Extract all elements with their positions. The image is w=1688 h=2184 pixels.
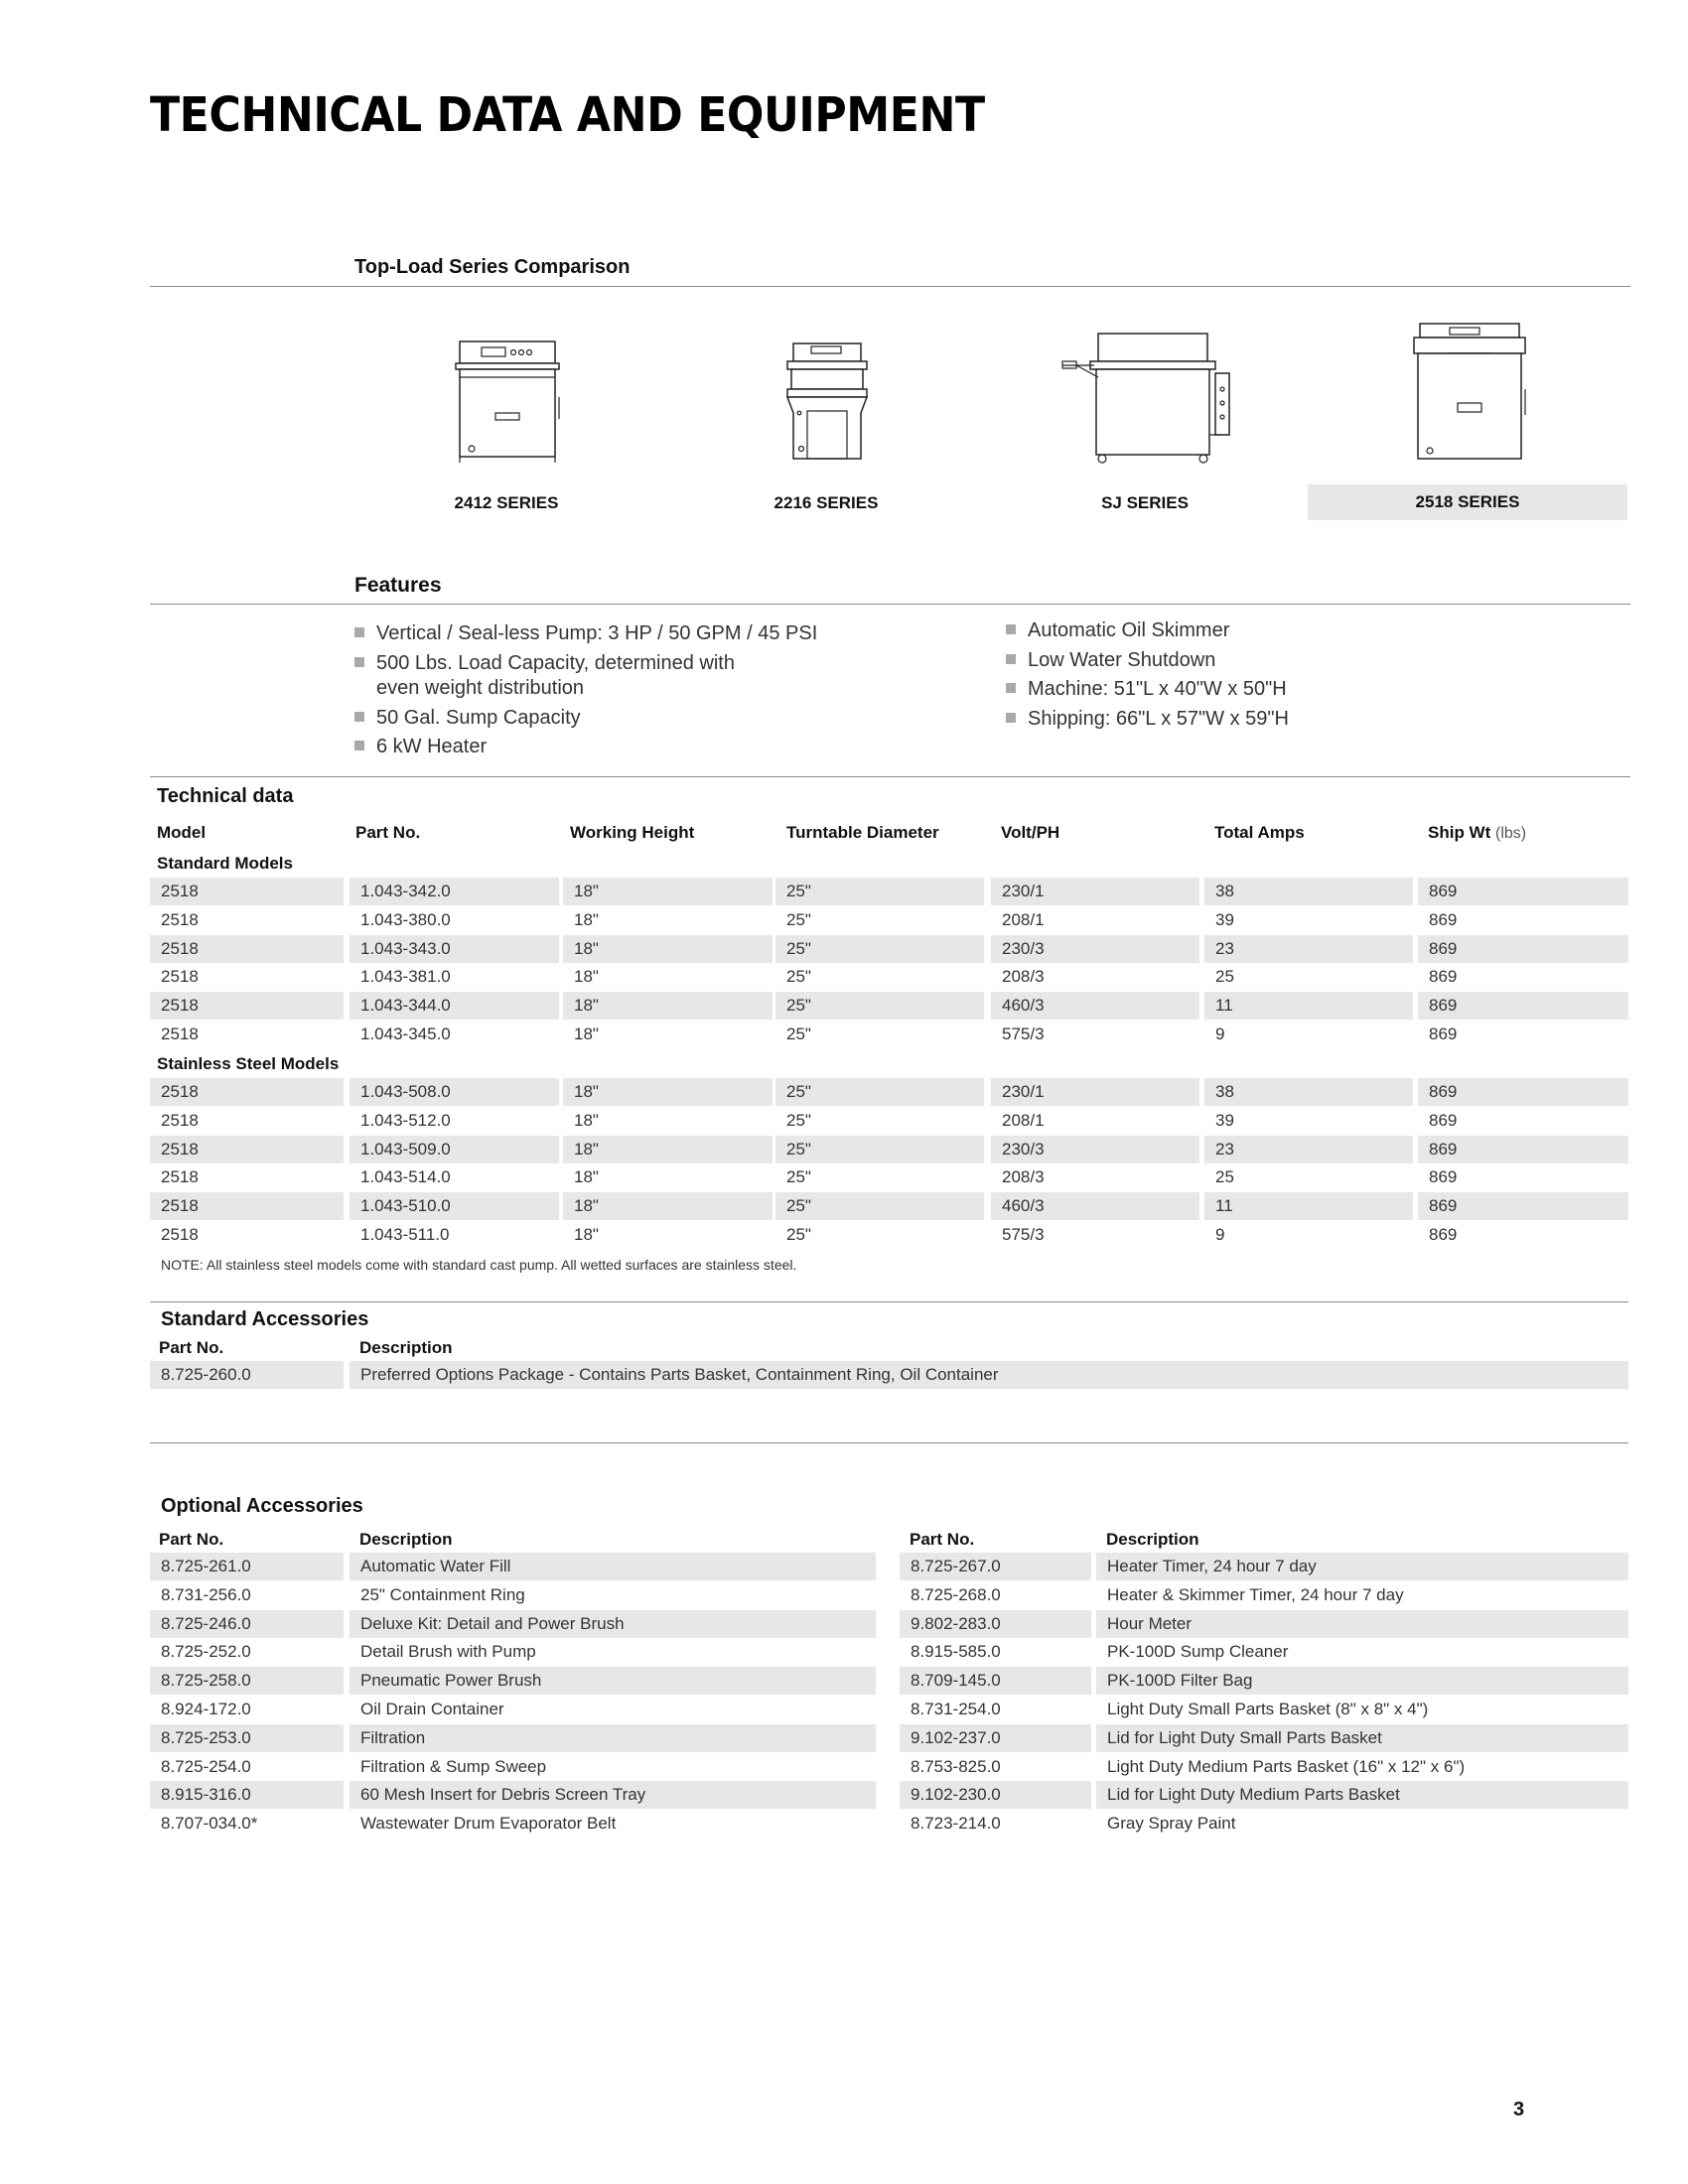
opt-col-head-part-no-right: Part No.: [910, 1530, 975, 1549]
optional-accessories-heading: Optional Accessories: [161, 1495, 363, 1517]
table-cell: 1.043-381.0: [360, 967, 451, 987]
table-cell: 1.043-344.0: [350, 992, 559, 1020]
table-cell: 230/1: [991, 878, 1199, 905]
table-cell: Light Duty Medium Parts Basket (16" x 12" x 6"): [1107, 1756, 1466, 1776]
bullet-square-icon: [1006, 713, 1016, 723]
col-head-total-amps: Total Amps: [1214, 823, 1305, 842]
table-cell: Automatic Water Fill: [350, 1553, 876, 1580]
table-cell: Oil Drain Container: [360, 1700, 504, 1718]
table-cell: 23: [1204, 935, 1413, 963]
table-cell: 18": [574, 909, 599, 929]
table-cell: 39: [1215, 1110, 1234, 1130]
table-cell: Gray Spray Paint: [1107, 1814, 1236, 1834]
table-cell: 2518: [150, 878, 344, 905]
technical-row: [150, 992, 1630, 1020]
optional-accessory-row: [150, 1610, 876, 1638]
table-cell: 9: [1215, 1225, 1225, 1244]
table-cell: 8.725-267.0: [900, 1553, 1091, 1580]
bullet-square-icon: [354, 657, 364, 667]
std-col-head-part-no: Part No.: [159, 1338, 224, 1357]
table-cell: 11: [1204, 1192, 1413, 1220]
col-head-ship-wt: Ship Wt (lbs): [1428, 823, 1527, 842]
table-cell: 2518: [150, 992, 344, 1020]
table-cell: 869: [1429, 1024, 1458, 1043]
table-cell: 18": [574, 1167, 599, 1187]
table-cell: 2518: [161, 1024, 199, 1043]
table-cell: 869: [1429, 1225, 1458, 1244]
col-head-part-no: Part No.: [355, 823, 421, 842]
washer-2216-icon: [781, 338, 873, 465]
table-cell: Lid for Light Duty Small Parts Basket: [1096, 1724, 1628, 1752]
col-head-model: Model: [157, 823, 207, 842]
table-cell: 869: [1418, 878, 1628, 905]
feature-item: Machine: 51"L x 40"W x 50"H: [1006, 678, 1287, 701]
standard-accessory-row: [150, 1361, 1628, 1389]
optional-accessory-row: [150, 1753, 876, 1781]
table-cell: 25": [775, 1078, 984, 1106]
table-cell: 25": [775, 992, 984, 1020]
table-cell: 8.725-261.0: [150, 1553, 344, 1580]
feature-item: 6 kW Heater: [354, 736, 487, 758]
table-cell: 2518: [161, 909, 199, 929]
std-col-head-description: Description: [359, 1338, 453, 1357]
opt-col-head-part-no-left: Part No.: [159, 1530, 224, 1549]
table-cell: 230/1: [991, 1078, 1199, 1106]
table-cell: 8.725-252.0: [161, 1642, 251, 1662]
technical-row: [150, 878, 1630, 905]
optional-accessory-row: [150, 1553, 876, 1580]
bullet-square-icon: [354, 741, 364, 751]
table-cell: 38: [1204, 878, 1413, 905]
washer-2412-icon: [452, 338, 563, 465]
table-cell: 869: [1418, 935, 1628, 963]
optional-accessory-row: [900, 1638, 1628, 1666]
standard-accessories-rule: [150, 1301, 1628, 1302]
group-standard-models: Standard Models: [157, 854, 293, 873]
col-head-turntable-diameter: Turntable Diameter: [786, 823, 939, 842]
optional-accessory-row: [150, 1781, 876, 1809]
col-head-volt-ph: Volt/PH: [1001, 823, 1060, 842]
table-cell: 2518: [161, 1167, 199, 1187]
table-cell: 18": [574, 1225, 599, 1244]
technical-row: [150, 1136, 1630, 1163]
table-cell: 25": [775, 1192, 984, 1220]
table-cell: 25: [1215, 967, 1234, 987]
table-cell: 8.915-316.0: [150, 1781, 344, 1809]
table-cell: 39: [1215, 909, 1234, 929]
table-cell: 1.043-342.0: [350, 878, 559, 905]
table-cell: 8.725-254.0: [161, 1756, 251, 1776]
table-cell: 8.725-258.0: [150, 1667, 344, 1695]
table-cell: Lid for Light Duty Medium Parts Basket: [1096, 1781, 1628, 1809]
standard-accessories-heading: Standard Accessories: [161, 1308, 369, 1330]
table-cell: 1.043-511.0: [360, 1225, 450, 1244]
bullet-square-icon: [354, 627, 364, 637]
feature-item: 50 Gal. Sump Capacity: [354, 707, 581, 730]
features-heading: Features: [354, 574, 442, 597]
optional-accessory-row: [900, 1667, 1628, 1695]
optional-accessory-row: [900, 1781, 1628, 1809]
optional-accessory-row: [900, 1724, 1628, 1752]
series-label-2412: 2412 SERIES: [454, 493, 559, 512]
technical-row: [150, 1163, 1630, 1191]
optional-accessory-row: [150, 1581, 876, 1609]
table-cell: Heater & Skimmer Timer, 24 hour 7 day: [1107, 1584, 1404, 1604]
table-cell: 18": [563, 1192, 773, 1220]
ship-wt-unit: (lbs): [1495, 825, 1527, 842]
page-title: TECHNICAL DATA AND EQUIPMENT: [150, 87, 985, 143]
table-cell: 8.709-145.0: [900, 1667, 1091, 1695]
table-cell: 8.725-246.0: [150, 1610, 344, 1638]
table-cell: Light Duty Small Parts Basket (8" x 8" x 4"): [1107, 1700, 1429, 1718]
feature-item: Automatic Oil Skimmer: [1006, 619, 1229, 642]
opt-col-head-description-left: Description: [359, 1530, 453, 1549]
technical-rule: [150, 776, 1630, 777]
feature-item: 500 Lbs. Load Capacity, determined with: [354, 652, 735, 675]
table-cell: 11: [1204, 992, 1413, 1020]
page-number: 3: [1513, 2099, 1525, 2120]
table-cell: 208/3: [1002, 1167, 1045, 1187]
table-cell: 8.723-214.0: [911, 1814, 1001, 1834]
optional-accessory-row: [150, 1667, 876, 1695]
technical-row: [150, 1021, 1630, 1048]
table-cell: 208/1: [1002, 1110, 1045, 1130]
table-cell: 1.043-380.0: [360, 909, 451, 929]
table-cell: Hour Meter: [1096, 1610, 1628, 1638]
table-cell: 23: [1204, 1136, 1413, 1163]
table-cell: Wastewater Drum Evaporator Belt: [360, 1814, 617, 1834]
technical-row: [150, 1192, 1630, 1220]
washer-sj-icon: [1060, 328, 1239, 465]
table-cell: 18": [563, 1136, 773, 1163]
table-cell: 25": [786, 1167, 811, 1187]
table-cell: 2518: [150, 1192, 344, 1220]
table-cell: 460/3: [991, 1192, 1199, 1220]
table-cell: Heater Timer, 24 hour 7 day: [1096, 1553, 1628, 1580]
table-cell: 8.753-825.0: [911, 1756, 1001, 1776]
table-cell: 25": [775, 878, 984, 905]
table-cell: 18": [574, 1024, 599, 1043]
table-cell: Filtration & Sump Sweep: [360, 1756, 547, 1776]
table-cell: 230/3: [991, 935, 1199, 963]
table-cell: 8.725-260.0: [150, 1361, 344, 1389]
group-stainless-steel-models: Stainless Steel Models: [157, 1054, 340, 1073]
table-cell: 25": [786, 967, 811, 987]
table-cell: Deluxe Kit: Detail and Power Brush: [350, 1610, 876, 1638]
table-cell: 869: [1418, 1136, 1628, 1163]
table-cell: 18": [563, 992, 773, 1020]
table-cell: 869: [1429, 967, 1458, 987]
table-cell: PK-100D Sump Cleaner: [1107, 1642, 1289, 1662]
table-cell: 9.102-237.0: [900, 1724, 1091, 1752]
technical-note: NOTE: All stainless steel models come with standard cast pump. All wetted surfaces are stainless steel.: [161, 1257, 797, 1273]
table-cell: 230/3: [991, 1136, 1199, 1163]
table-cell: 18": [563, 935, 773, 963]
series-label-2216: 2216 SERIES: [774, 493, 879, 512]
table-cell: 60 Mesh Insert for Debris Screen Tray: [350, 1781, 876, 1809]
table-cell: 8.725-268.0: [911, 1584, 1001, 1604]
table-cell: 2518: [161, 1110, 199, 1130]
table-cell: 25": [775, 935, 984, 963]
technical-row: [150, 1078, 1630, 1106]
technical-row: [150, 1221, 1630, 1249]
table-cell: 9.102-230.0: [900, 1781, 1091, 1809]
feature-item: Vertical / Seal-less Pump: 3 HP / 50 GPM / 45 PSI: [354, 622, 817, 645]
bullet-square-icon: [1006, 624, 1016, 634]
optional-accessory-row: [150, 1810, 876, 1838]
table-cell: 38: [1204, 1078, 1413, 1106]
opt-col-head-description-right: Description: [1106, 1530, 1199, 1549]
table-cell: 9.802-283.0: [900, 1610, 1091, 1638]
table-cell: 575/3: [1002, 1225, 1045, 1244]
bullet-square-icon: [354, 712, 364, 722]
table-cell: 1.043-510.0: [350, 1192, 559, 1220]
table-cell: 8.731-254.0: [911, 1700, 1001, 1718]
table-cell: 25": [775, 1136, 984, 1163]
optional-accessory-row: [900, 1810, 1628, 1838]
table-cell: 18": [574, 1110, 599, 1130]
table-cell: 1.043-514.0: [360, 1167, 451, 1187]
bullet-square-icon: [1006, 683, 1016, 693]
table-cell: 8.915-585.0: [911, 1642, 1001, 1662]
feature-item: Low Water Shutdown: [1006, 649, 1215, 672]
series-label-sj: SJ SERIES: [1101, 493, 1189, 512]
table-cell: 25": [786, 909, 811, 929]
table-cell: 25": [786, 1225, 811, 1244]
table-cell: 25": [786, 1110, 811, 1130]
table-cell: 869: [1418, 1078, 1628, 1106]
table-cell: Filtration: [350, 1724, 876, 1752]
table-cell: 1.043-343.0: [350, 935, 559, 963]
feature-item: Shipping: 66"L x 57"W x 59"H: [1006, 708, 1289, 731]
optional-accessory-row: [900, 1610, 1628, 1638]
table-cell: 8.725-253.0: [150, 1724, 344, 1752]
table-cell: 2518: [150, 1078, 344, 1106]
table-cell: 869: [1429, 909, 1458, 929]
table-cell: 2518: [161, 967, 199, 987]
optional-accessory-row: [900, 1581, 1628, 1609]
table-cell: 575/3: [1002, 1024, 1045, 1043]
table-cell: 8.924-172.0: [161, 1700, 251, 1718]
table-cell: 1.043-508.0: [350, 1078, 559, 1106]
table-cell: 869: [1418, 1192, 1628, 1220]
table-cell: 18": [574, 967, 599, 987]
series-label-2518-highlighted: 2518 SERIES: [1308, 484, 1627, 520]
table-cell: 869: [1429, 1167, 1458, 1187]
table-cell: 1.043-512.0: [360, 1110, 451, 1130]
table-cell: 208/3: [1002, 967, 1045, 987]
table-cell: 9: [1215, 1024, 1225, 1043]
technical-row: [150, 935, 1630, 963]
table-cell: 208/1: [1002, 909, 1045, 929]
table-cell: 2518: [150, 1136, 344, 1163]
table-cell: Pneumatic Power Brush: [350, 1667, 876, 1695]
washer-2518-icon: [1410, 320, 1529, 465]
table-cell: 1.043-509.0: [350, 1136, 559, 1163]
table-cell: 869: [1418, 992, 1628, 1020]
comparison-rule: [150, 286, 1630, 287]
col-head-working-height: Working Height: [570, 823, 695, 842]
bullet-square-icon: [1006, 654, 1016, 664]
table-cell: 25: [1215, 1167, 1234, 1187]
optional-accessory-row: [900, 1553, 1628, 1580]
table-cell: 8.731-256.0: [161, 1584, 251, 1604]
table-cell: 25" Containment Ring: [360, 1584, 525, 1604]
table-cell: 18": [563, 1078, 773, 1106]
table-cell: 2518: [150, 935, 344, 963]
technical-row: [150, 1107, 1630, 1135]
feature-item-continued: even weight distribution: [376, 677, 585, 699]
table-cell: Preferred Options Package - Contains Parts Basket, Containment Ring, Oil Container: [350, 1361, 1628, 1389]
table-cell: 25": [786, 1024, 811, 1043]
table-cell: 18": [563, 878, 773, 905]
table-cell: 2518: [161, 1225, 199, 1244]
optional-accessory-row: [900, 1753, 1628, 1781]
table-cell: 8.707-034.0*: [161, 1814, 258, 1834]
technical-heading: Technical data: [157, 785, 294, 807]
optional-accessory-row: [150, 1638, 876, 1666]
technical-row: [150, 906, 1630, 934]
table-cell: 869: [1429, 1110, 1458, 1130]
table-cell: 460/3: [991, 992, 1199, 1020]
optional-accessory-row: [900, 1696, 1628, 1723]
optional-accessory-row: [150, 1724, 876, 1752]
optional-accessory-row: [150, 1696, 876, 1723]
table-cell: Detail Brush with Pump: [360, 1642, 536, 1662]
table-cell: PK-100D Filter Bag: [1096, 1667, 1628, 1695]
table-cell: 1.043-345.0: [360, 1024, 451, 1043]
optional-accessories-rule: [150, 1442, 1628, 1443]
technical-row: [150, 963, 1630, 991]
features-rule: [150, 604, 1630, 605]
comparison-heading: Top-Load Series Comparison: [354, 256, 631, 278]
